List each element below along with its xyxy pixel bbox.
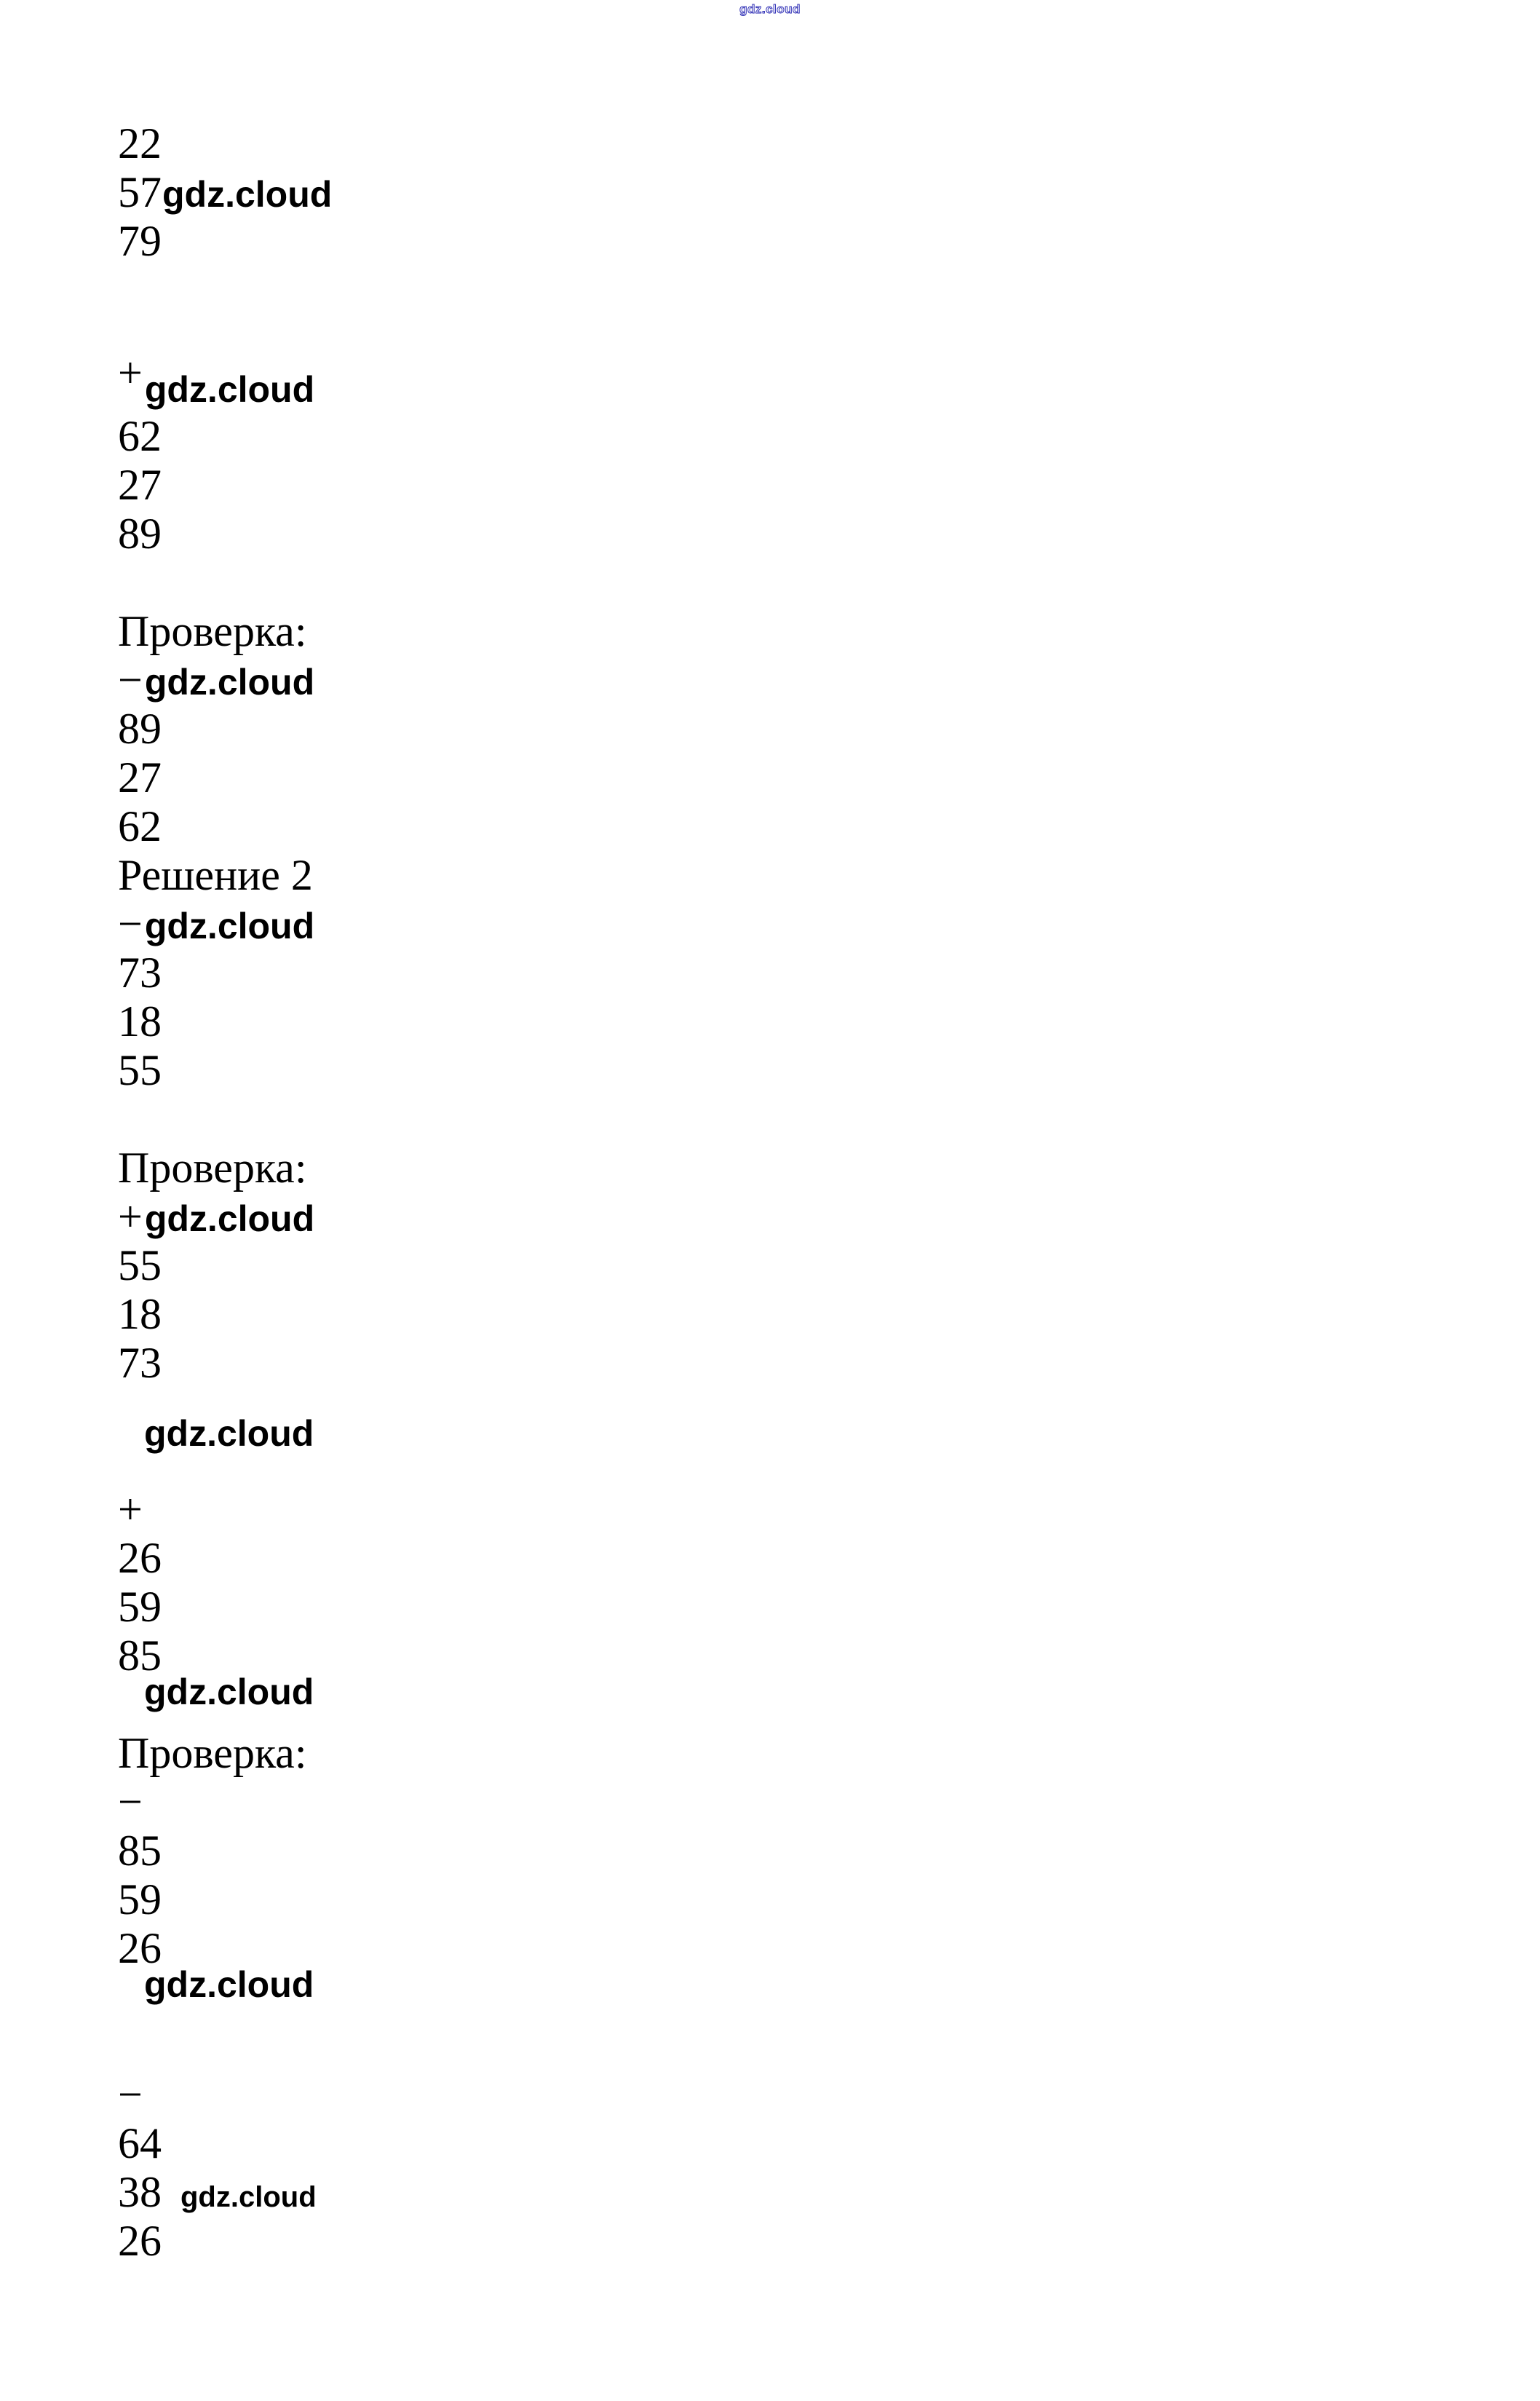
number-line	[118, 217, 332, 266]
operator-sign: +	[118, 1485, 143, 1533]
operator-line	[118, 656, 314, 705]
operator-line	[118, 1192, 314, 1241]
number-line	[118, 1241, 332, 1290]
number-text: 27	[118, 753, 162, 802]
number-text: 62	[118, 412, 162, 460]
number-text: 18	[118, 997, 162, 1045]
inline-watermark: gdz.cloud	[180, 2181, 317, 2213]
number-text: 55	[118, 1046, 162, 1094]
label-line	[118, 851, 332, 900]
operator-line	[118, 1778, 143, 1827]
operator-line	[118, 2070, 143, 2119]
operator-sign: −	[118, 656, 143, 704]
number-line	[118, 119, 332, 168]
site-watermark: gdz.cloud	[739, 2, 801, 16]
number-line	[118, 705, 332, 753]
inline-watermark: gdz.cloud	[144, 1198, 315, 1239]
number-text: 73	[118, 949, 162, 997]
watermark-line	[118, 1407, 332, 1456]
number-line	[118, 997, 332, 1046]
number-text: 26	[118, 1924, 162, 1972]
number-text: 64	[118, 2119, 162, 2167]
inline-watermark: gdz.cloud	[144, 369, 315, 410]
watermark-line	[118, 1958, 332, 2007]
number-text: 85	[118, 1827, 162, 1875]
number-line	[118, 753, 332, 802]
operator-line	[118, 900, 314, 949]
operator-sign: +	[118, 349, 143, 397]
number-line	[118, 802, 332, 851]
document-body	[118, 119, 332, 2266]
operator-sign: +	[118, 1192, 143, 1241]
number-text: 73	[118, 1339, 162, 1387]
operator-sign: −	[118, 2070, 143, 2119]
label-line	[118, 1729, 332, 1778]
number-line	[118, 2119, 332, 2168]
inline-watermark: gdz.cloud	[144, 1413, 314, 1454]
number-line	[118, 461, 332, 510]
number-text: 59	[118, 1875, 162, 1923]
operator-sign: −	[118, 1778, 143, 1826]
number-line	[118, 1046, 332, 1095]
inline-watermark: gdz.cloud	[144, 1964, 314, 2005]
label-line	[118, 1144, 332, 1192]
number-line	[118, 949, 332, 997]
watermark-line	[118, 1666, 332, 1714]
number-text: 26	[118, 1534, 162, 1582]
number-text: 27	[118, 461, 162, 509]
number-line	[118, 1875, 332, 1924]
number-text: 55	[118, 1241, 162, 1289]
number-text: 22	[118, 119, 162, 167]
operator-line	[118, 1485, 143, 1534]
label-text: Решение 2	[118, 851, 313, 899]
inline-watermark: gdz.cloud	[144, 906, 315, 946]
number-line	[118, 1827, 332, 1875]
label-line	[118, 607, 332, 656]
number-text: 89	[118, 705, 162, 753]
number-line	[118, 2217, 332, 2266]
operator-line	[118, 349, 315, 412]
number-line	[118, 1290, 332, 1339]
label-text: Проверка:	[118, 607, 307, 655]
number-line	[118, 412, 332, 461]
number-line	[118, 1583, 332, 1631]
number-text: 85	[118, 1631, 162, 1680]
inline-watermark: gdz.cloud	[144, 662, 315, 703]
number-text: 59	[118, 1583, 162, 1631]
number-line	[118, 1534, 332, 1583]
number-line	[118, 168, 332, 217]
number-line	[118, 1339, 332, 1388]
inline-watermark: gdz.cloud	[162, 174, 333, 215]
number-text: 62	[118, 802, 162, 850]
number-line	[118, 510, 332, 558]
number-text: 18	[118, 1290, 162, 1338]
operator-sign: −	[118, 900, 143, 948]
number-text: 57	[118, 168, 162, 216]
label-text: Проверка:	[118, 1729, 307, 1777]
number-text: 38	[118, 2168, 162, 2216]
number-text: 26	[118, 2217, 162, 2265]
inline-watermark: gdz.cloud	[144, 1672, 314, 1712]
label-text: Проверка:	[118, 1144, 307, 1192]
number-line	[118, 2168, 332, 2217]
number-text: 79	[118, 217, 162, 265]
number-text: 89	[118, 510, 162, 558]
